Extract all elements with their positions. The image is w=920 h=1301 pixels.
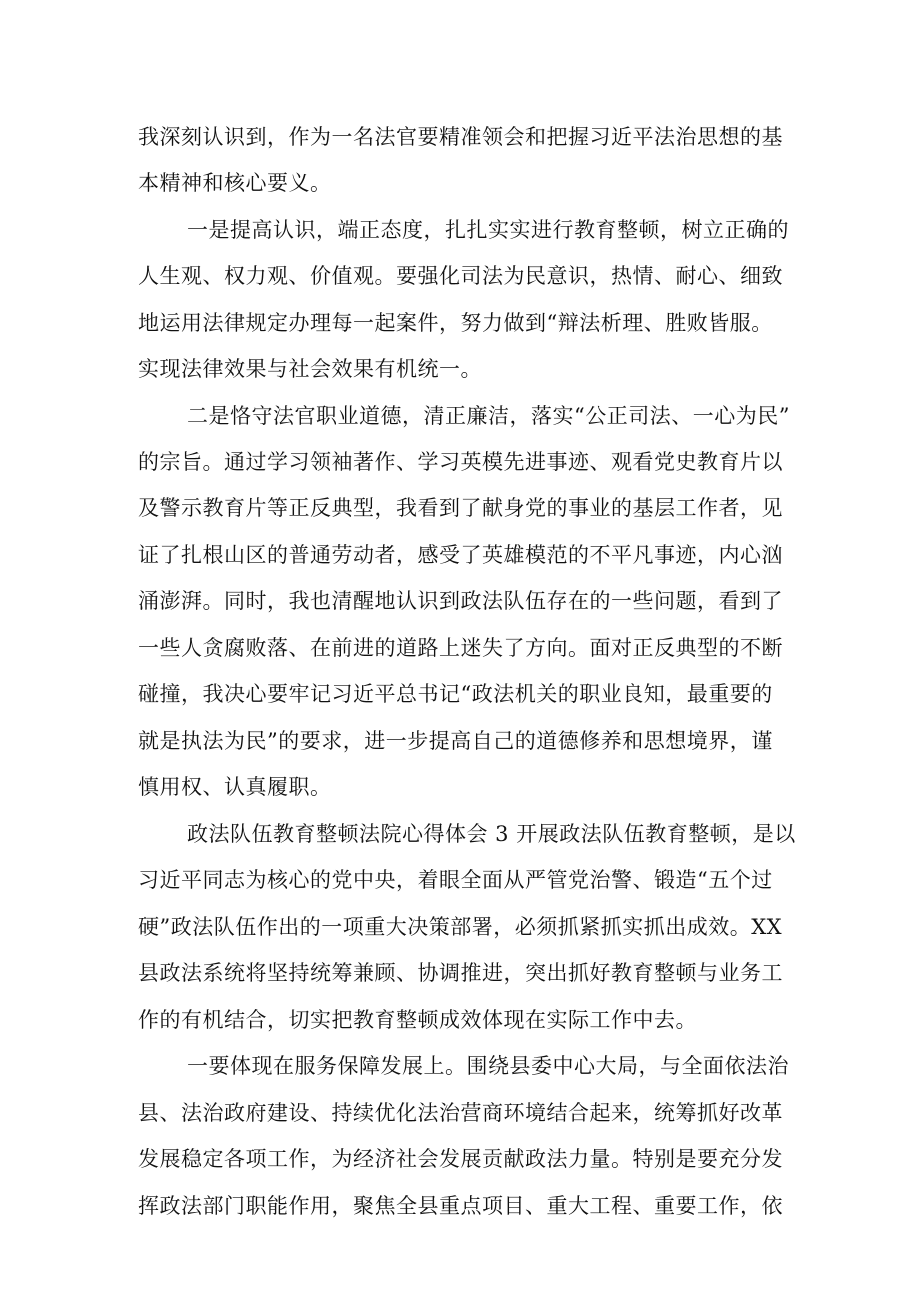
text-line: 人生观、权力观、价值观。要强化司法为民意识，热情、耐心、细致 — [138, 264, 783, 288]
text-line: 我深刻认识到，作为一名法官要精准领会和把握习近平法治思想的基 — [138, 125, 783, 149]
text-line: 县政法系统将坚持统筹兼顾、协调推进，突出抓好教育整顿与业务工 — [138, 961, 783, 985]
text-line: 县、法治政府建设、持续优化法治营商环境结合起来，统筹抓好改革 — [138, 1101, 783, 1125]
text-line: 实现法律效果与社会效果有机统一。 — [138, 357, 482, 381]
text-line: 一是提高认识，端正态度，扎扎实实进行教育整顿，树立正确的 — [187, 218, 789, 242]
text-line: 本精神和核心要义。 — [138, 171, 332, 195]
text-line: 就是执法为民”的要求，进一步提高自己的道德修养和思想境界，谨 — [138, 729, 773, 753]
text-line: 碰撞，我决心要牢记习近平总书记“政法机关的职业良知，最重要的 — [138, 682, 773, 706]
text-line: 挥政法部门职能作用，聚焦全县重点项目、重大工程、重要工作，依 — [138, 1194, 783, 1218]
text-line: 慎用权、认真履职。 — [138, 775, 332, 799]
text-line: 地运用法律规定办理每一起案件，努力做到“辩法析理、胜败皆服。 — [138, 311, 773, 335]
text-line: 证了扎根山区的普通劳动者，感受了英雄模范的不平凡事迹，内心汹 — [138, 543, 783, 567]
text-line: 作的有机结合，切实把教育整顿成效体现在实际工作中去。 — [138, 1008, 697, 1032]
text-line: 发展稳定各项工作，为经济社会发展贡献政法力量。特别是要充分发 — [138, 1147, 783, 1171]
text-line: 硬”政法队伍作出的一项重大决策部署，必须抓紧抓实抓出成效。XX — [138, 915, 783, 939]
text-line: 一些人贪腐败落、在前进的道路上迷失了方向。面对正反典型的不断 — [138, 636, 783, 660]
text-line: 政法队伍教育整顿法院心得体会 3 开展政法队伍教育整顿，是以 — [187, 822, 796, 846]
text-line: 及警示教育片等正反典型，我看到了献身党的事业的基层工作者，见 — [138, 496, 783, 520]
text-line: 的宗旨。通过学习领袖著作、学习英模先进事迹、观看党史教育片以 — [138, 450, 783, 474]
text-line: 二是恪守法官职业道德，清正廉洁，落实“公正司法、一心为民” — [187, 404, 790, 428]
text-line: 涌澎湃。同时，我也清醒地认识到政法队伍存在的一些问题，看到了 — [138, 589, 783, 613]
text-line: 一要体现在服务保障发展上。围绕县委中心大局，与全面依法治 — [187, 1054, 789, 1078]
text-line: 习近平同志为核心的党中央，着眼全面从严管党治警、锻造“五个过 — [138, 868, 773, 892]
